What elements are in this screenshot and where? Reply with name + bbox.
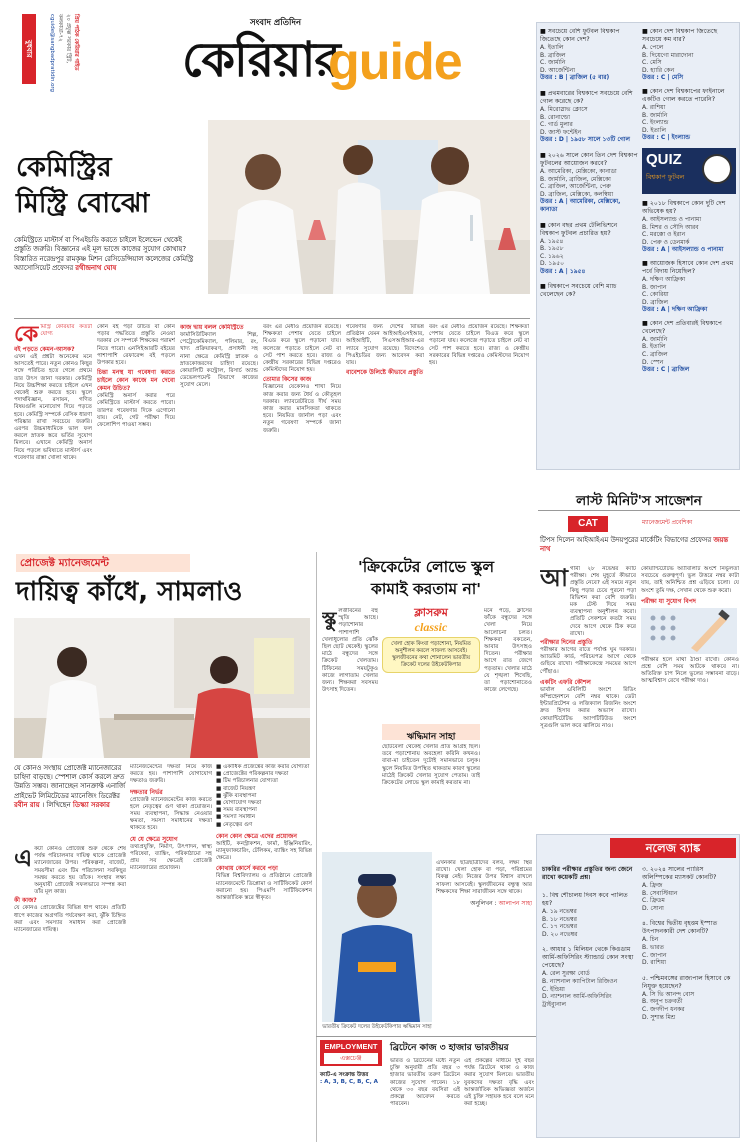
lead-col3-text: ফার্মাসিউটিক্যাল শিল্প, পেট্রোকেমিক্যাল, পলিমার, রং, খাদ্য প্রক্রিয়াকরণ, প্রসাধনী সহ নানা ক্ষেত্রে কেমিস্ট্রি স্নাতক ও স্নাতকোত্তরদের চাহিদা রয়েছে। কোয়ালিটি কন্ট্রোল, রিসার্চ অ্যান্ড ডেভেলপমেন্ট বিভাগে কাজের সুযোগ মেলে। [180, 332, 258, 389]
last-minute-col-2 [641, 566, 739, 826]
cat-tag: CAT [568, 516, 608, 532]
side-note-1: প্রিয় পাঠক কেরিয়ার গাইড [73, 14, 79, 71]
quiz-r2: ■ কোন দেশ বিশ্বকাপের ফাইনালে একটিও গোল করতে পারেনি? [642, 87, 725, 103]
classroom-credit-label: অনুলিখন : [470, 900, 497, 908]
project-col2-sub2: যে যে ক্ষেত্রে সুযোগ [130, 835, 178, 843]
classroom-author-bar [382, 724, 480, 740]
lead-headline [16, 150, 196, 222]
project-author-2: ডিস্ক্যা সরকার [72, 800, 110, 809]
knowledge-bank-intro: চাকরির পরীক্ষার প্রস্তুতির জন্য জেনে রাখো কয়েকটি প্রশ্ন। [542, 866, 633, 882]
quiz-r3: ■ ২০১৮ বিশ্বকাপে কোন দুটি দেশ অভিষেক হয়? [642, 199, 726, 215]
project-col-3 [216, 764, 312, 1136]
classroom-col1-text: লজীবনের বহু স্মৃতি আছে। পড়াশোনার পাশাপাশি খেলাধুলোর প্রতি ঝোঁক ছিল ছোট থেকেই। স্কুলের মাঠে বন্ধুদের সঙ্গে ক্রিকেট খেলতাম। টিফিনের সময়টুকুও কাজে লাগাতাম খেলার জন্য। শিক্ষকরা সবসময় উৎসাহ দিতেন। [322, 608, 378, 694]
last-minute-intro [540, 536, 736, 554]
quiz-r5-answer: উত্তর : C | ব্রাজিল [642, 366, 690, 374]
last-minute-intro-text: টিপস দিলেন আইআইএম উদয়পুরের মার্কেটিং বিভাগের প্রফেসর [540, 536, 712, 544]
masthead [0, 0, 528, 128]
employment-answers [320, 1072, 386, 1087]
lead-headline-line-1: কেমিস্ট্রির [16, 152, 112, 183]
quiz-q3-opt-a: A. আমেরিকা, মেক্সিকো, কানাডা [540, 167, 617, 175]
kb-q2-opt-c: C. ইন্ডিয়া [542, 985, 565, 993]
cricketer-caption: ভারতীয় ক্রিকেট দলের উইকেটকিপার ঋদ্ধিমান সাহা [322, 1024, 432, 1030]
project-col3-sub: কোন কোন ক্ষেত্রে এদের প্রয়োজন [216, 832, 297, 840]
brand-bengali: কেরিয়ার [182, 32, 340, 88]
side-notes [40, 14, 80, 104]
lead-headline-line-2: মিস্ট্রি বোঝো [16, 188, 150, 219]
quiz-q3-opt-b: B. জার্মানি, ব্রাজিল, মেক্সিকো [540, 175, 611, 183]
project-skill-item: ■ বাজেট নিয়ন্ত্রণ [216, 785, 256, 792]
project-skill-item: ■ নেতৃত্বের গুণ [216, 821, 253, 828]
last-minute-title: লাস্ট মিনিট'স সাজেশন [576, 493, 702, 509]
classroom-headline-1: 'ক্রিকেটের লোভে স্কুল [357, 558, 495, 576]
quiz-q5: ■ বিশ্বকাপে সবচেয়ে বেশি ম্যাচ খেলেছেন কে? [540, 283, 617, 299]
last-minute-author: জয়ন্ত নাথ [540, 536, 729, 553]
quiz-r5-opt-d: D. স্পেন [642, 358, 664, 366]
project-col3-sub2: কোথায় কোর্সে করবে পড়া [216, 865, 278, 873]
quiz-r3-opt-c: C. মরক্কো ও ইরান [642, 231, 686, 239]
kb-q1-opt-a: A. ১৯ নভেম্বর [542, 908, 577, 915]
lead-intro [14, 236, 200, 274]
lead-col-3 [180, 324, 258, 532]
lead-col1-subhead: বই পড়তে কেমন-আসক? [14, 346, 75, 353]
lead-col-5 [346, 324, 424, 532]
quiz-r3-answer: উত্তর : A | আইসল্যান্ড ও পানামা [642, 246, 724, 254]
section-divider [316, 552, 317, 1142]
employment-logo-1: EMPLOYMENT [324, 1042, 378, 1051]
exam-sheet-illustration [641, 608, 737, 654]
knowledge-bank-col-right [642, 866, 736, 1134]
quiz-q4-opt-d: D. ১৯৫০ [540, 260, 565, 268]
kb-q1-opt-b: B. ১৮ নভেম্বর [542, 915, 577, 923]
quiz-r2-answer: উত্তর : C | ইংল্যান্ড [642, 134, 691, 142]
project-author-sep: । লিখিছেন [41, 800, 71, 809]
kb-q5-opt-d: D. সুশান্ত মিশ্র [642, 1013, 676, 1021]
quiz-q1-opt-d: D. আর্জেন্টিনা [540, 66, 575, 74]
quiz-q1-opt-c: C. জার্মানি [540, 59, 566, 67]
quiz-r4-opt-d: D. ব্রাজিল [642, 298, 668, 306]
employment-col-1 [390, 1058, 460, 1138]
quiz-q4-opt-a: A. ১৯৫৪ [540, 237, 564, 245]
kb-q2-opt-b: B. ন্যাশনাল ক্যাপিটাল রিজিওন [542, 977, 618, 985]
lead-col4-subhead: তোমার কিসের কাজ [263, 376, 312, 384]
project-col-2 [130, 764, 212, 1136]
quiz-q3-opt-c: C. ব্রাজিল, আর্জেন্টিনা, পেরু [540, 183, 611, 191]
last-minute-col2-sub: পরীক্ষা যা সুযোগ বিপদ [641, 597, 696, 605]
project-col2-text: ম্যানেজমেন্টের দক্ষতা নিয়ে কাজ করতে হয়। পাশাপাশি যোগাযোগ দক্ষতাও জরুরি। [130, 764, 212, 785]
classroom-author: ঋদ্ধিমান সাহা [406, 732, 456, 742]
classroom-col-2 [382, 744, 480, 854]
lead-col2-subhead: চিন্তা মনস্থ যা গবেষণা করতে চাইলে কোন কাজে মন দেবো কেমন উচিত? [97, 369, 175, 393]
cricketer-illustration [322, 852, 432, 1022]
quiz-r3-opt-b: B. মিশর ও সৌদি আরব [642, 223, 699, 231]
quiz-badge-subtitle: বিশ্বকাপ ফুটবল [646, 172, 685, 181]
cricketer-photo [322, 852, 432, 1022]
lead-col1-sub: মিস্ট্রি কেরিয়ার কতটা যোগ্য [40, 324, 92, 337]
kb-q3-opt-a: A. ফ্রিজ [642, 882, 663, 889]
kb-q2-opt-d: D. ন্যাশনাল আর্মি-অফিসিরিং ট্রাইব্যুনাল [542, 993, 612, 1008]
project-col1b-text: যে কোনও প্রোজেক্টের বিভিন্ন ধাপ থাকে। প্রতিটি ধাপে কাজের অগ্রগতি পর্যবেক্ষণ করা, ঝুঁকি চিহ্নিত করা এবং সমস্যার সমাধান করা প্রোজেক্ট ম্যানেজারের দায়িত্ব। [14, 905, 126, 934]
kb-q2: ২. আধার ১ মিলিয়ন থেকে কিঙডাম আর্মি-অফিসিরিং স্ট্যান্ডার্ড কোন সংস্থা পেয়েছে? [542, 946, 634, 970]
quiz-r2-opt-d: D. ইতালি [642, 126, 666, 134]
cat-tag-note: ম্যানেজমেন্ট প্রবেশিকা [642, 520, 693, 526]
lead-col3-subhead: কাজ দ্বায় বলল কেমিস্ট্রিতে [180, 324, 244, 331]
quiz-q4-opt-c: C. ১৯৬২ [540, 252, 564, 260]
quiz-q4-opt-b: B. ১৯৫৮ [540, 245, 564, 253]
quiz-r2-opt-c: C. ইংল্যান্ড [642, 119, 669, 127]
last-minute-body: গামী ২৮ নভেম্বর ক্যাট পরীক্ষা। শেষ মুহূর্তে কীভাবে প্রস্তুতি নেবে? এই সময়ে নতুন কিছু পড়ার চেয়ে পুরনো পড়া রিভিশন করা বেশি জরুরি। মক টেস্ট দিয়ে সময় ব্যবস্থাপনা অনুশীলন করো। প্রতিটি সেকশনে কতটা সময় দেবে আগে থেকে ঠিক করে রাখো। [570, 566, 636, 637]
kb-q3: ৩. ২০২৪ সালের প্যারিস অলিম্পিকের ম্যাসকট কোনটি? [642, 866, 717, 881]
classroom-badge [382, 606, 480, 718]
quiz-r1-opt-a: A. পেলে [642, 44, 664, 51]
project-skill-item: ■ যোগাযোগ দক্ষতা [216, 800, 262, 807]
quiz-q2-answer: উত্তর : D | ১৯৫৮ সালে ১৩টি গোল [540, 136, 630, 144]
exam-sheet-photo [641, 608, 737, 654]
project-skill-item: ■ একাধিক প্রজেক্টের কাজ করার যোগ্যতা [216, 764, 310, 770]
kb-q5-opt-a: A. সি ভি আনন্দ বোস [642, 990, 695, 998]
quiz-q1-opt-b: B. ব্রাজিল [540, 51, 566, 59]
quiz-r5-opt-c: C. ব্রাজিল [642, 351, 668, 359]
side-note-3: কলকাতা-৭২ [57, 14, 63, 42]
kb-q3-opt-d: D. সোনা [642, 904, 664, 912]
employment-headline: ব্রিটেনে কাজ ৩ হাজার ভারতীয়র [390, 1043, 509, 1053]
project-dropcap: এ [14, 846, 33, 872]
project-intro-text: যে কোনও সংস্থায় প্রোজেক্ট ম্যানেজারের চাহিদা বাড়ছে। স্পেশাল কোর্স করলে দ্রুত উন্নতি সম্ভব। জানাচ্ছেন সানক্রাফ্ট এনার্জি প্রাইভেট লিমিটেডের ম্যানেজিং ডিরেক্টর [14, 764, 125, 800]
lead-intro-text: কেমিস্ট্রিতে মাস্টার্স বা পিএইচডি করতে চাইলে ইলেভেন থেকেই প্রস্তুতি জরুরি। বিজ্ঞানের এই মূল ভাজে কাজের সুযোগ কোথায়? বিস্তারিত নরেন্দ্রপুর রামকৃষ্ণ মিশন রেসিডেন্সিয়াল কলেজের কেমিস্ট্রি অ্যাসোসিয়েট প্রফেসর [14, 236, 194, 273]
lead-col4-lead: বরং এর মেধাও প্রয়োজন রয়েছে। শিক্ষকতা পেশায় যেতে চাইলে বিএড করে স্কুলে পড়ানো যায়। কলেজে পড়াতে চাইলে নেট বা সেট পাশ করতে হবে। রাজ্য ও কেন্দ্রীয় সরকারের বিভিন্ন দপ্তরেও কেমিস্টদের নিয়োগ হয়। [263, 324, 341, 374]
last-minute-col2b-text: পরীক্ষার হলে মাথা ঠাণ্ডা রাখো। কোনও প্রশ্নে বেশি সময় আটকে থাকবে না। অতিরিক্ত চাপ নিলে ভুলের সম্ভাবনা বাড়ে। আত্মবিশ্বাস রেখে পরীক্ষা দাও। [641, 656, 739, 685]
quiz-badge [642, 148, 736, 194]
project-col2b-text: প্রোজেক্ট ম্যানেজমেন্টের কাজ করতে হলে নেতৃত্বের গুণ থাকা প্রয়োজন। সময় ব্যবস্থাপনা, সিদ্ধান্ত নেওয়ার ক্ষমতা, সমস্যা সমাধানের দক্ষতা থাকতে হবে। [130, 796, 212, 832]
classroom-col-4 [436, 860, 532, 1010]
classroom-col-1 [322, 608, 378, 848]
project-col3c-text: বিভিন্ন বিশ্ববিদ্যালয় ও প্রতিষ্ঠানে প্রোজেক্ট ম্যানেজমেন্টে ডিপ্লোমা ও সার্টিফিকেট কোর্স করানো হয়। পিএমপি সার্টিফিকেশন আন্তর্জাতিক স্তরে স্বীকৃত। [216, 873, 312, 902]
quiz-r3-opt-a: A. আইসল্যান্ড ও পানামা [642, 215, 702, 223]
lead-col6-text: বরং এর মেধাও প্রয়োজন রয়েছে। শিক্ষকতা পেশায় যেতে চাইলে বিএড করে স্কুলে পড়ানো যায়। কলেজে পড়াতে চাইলে নেট বা সেট পাশ করতে হবে। রাজ্য ও কেন্দ্রীয় সরকারের বিভিন্ন দপ্তরেও কেমিস্টদের নিয়োগ হয়। [429, 324, 529, 367]
project-intro [14, 764, 126, 810]
employment-logo [320, 1040, 382, 1066]
quiz-q2-opt-a: A. মিরোস্লাভ ক্লোসে [540, 105, 588, 113]
project-col-1 [14, 846, 126, 1136]
employment-logo-2: এক্সচেঞ্জ [324, 1053, 378, 1064]
quiz-col-right [642, 28, 738, 468]
quiz-q1-answer: উত্তর : B | ব্রাজিল (৫ বার) [540, 74, 610, 82]
office-photo [14, 618, 310, 758]
employment-col-2 [464, 1058, 534, 1138]
project-skill-item: ■ সমস্যা সমাধান [216, 814, 256, 821]
brand-top: সংবাদ প্রতিদিন [250, 18, 302, 28]
last-minute-rule [538, 510, 740, 511]
lead-col2b-text: কেমিস্ট্রি অনার্স করার পরে কেমিস্ট্রিতে মাস্টার্স করতে পারো। তারপর গবেষণার দিকে এগোনো যায়। নেট, গেট পরীক্ষা দিয়ে ফেলোশিপ পাওয়া সম্ভব। [97, 393, 175, 429]
last-minute-body2: পরীক্ষার আগের রাতে পর্যাপ্ত ঘুম দরকার। অ্যাডমিট কার্ড, পরিচয়পত্র আগে থেকে গুছিয়ে রাখো। পরীক্ষাকেন্দ্রে সময়ের আগে পৌঁছাও। [540, 647, 636, 675]
last-minute-col2-text: কোয়ান্টিটেটিভ অ্যাবিলিটি অংশে নির্ভুলতা সবচেয়ে গুরুত্বপূর্ণ। ভুল উত্তরে নম্বর কাটা যায়, তাই অনিশ্চিত প্রশ্ন এড়িয়ে চলো। যে অংশে তুমি দক্ষ, সেখান থেকে শুরু করো। [641, 566, 739, 594]
quiz-r1-opt-d: D. হ্যারি কেন [642, 66, 675, 74]
classroom-dropcap: স্কু [322, 608, 337, 631]
classroom-credit-name: আলাপন সাহা [498, 900, 532, 908]
project-skill-list [216, 764, 312, 829]
kb-q1: ১. বিশ্ব শৌচালয় দিবস কবে পালিত হয়? [542, 892, 628, 907]
football-icon [702, 154, 732, 184]
kb-q2-opt-a: A. রেল সুরক্ষা বোর্ড [542, 970, 590, 978]
last-minute-sub2: একটিং এফরি কৌশল [540, 678, 591, 686]
lead-col-4 [263, 324, 341, 532]
lab-photo-illustration [208, 120, 530, 294]
classroom-col3-text: মনে পড়ে, ক্লাসের ফাঁকে বন্ধুদের সঙ্গে খেলা নিয়ে আলোচনা চলত। শিক্ষকরা বকতেন, আবার উৎসাহও দিতেন। পরীক্ষার আগে রাত জেগে পড়তাম। খেলার মাঠে যে শৃঙ্খলা শিখেছি, তা পড়াশোনাতেও কাজে লেগেছে। [484, 608, 532, 694]
quiz-q4-answer: উত্তর : A | ১৯৫৪ [540, 267, 586, 275]
kb-q1-opt-d: D. ২০ নভেম্বর [542, 930, 578, 938]
quiz-r3-opt-d: D. পেরু ও ডেনমার্ক [642, 238, 690, 246]
project-skill-item: ■ প্রোজেক্টের পরিকল্পনার দক্ষতা [216, 771, 289, 778]
lead-col4-text: বিজ্ঞানের যেকোনও শাখা নিয়ে কাজ করার জন্য ধৈর্য ও কৌতূহল দরকার। ল্যাবরেটরিতে দীর্ঘ সময় কাজ করার মানসিকতা থাকতে হবে। নিয়মিত জার্নাল পড়া এবং নতুন গবেষণা সম্পর্কে জানা জরুরি। [263, 384, 341, 434]
quiz-r5: ■ কোন দেশ প্রতিবারই বিশ্বকাপে খেলেছে? [642, 319, 722, 335]
classroom-headline [322, 556, 530, 600]
classroom-col2-text: ছোটবেলা থেকেই খেলার প্রতি আগ্রহ ছিল। তবে পড়াশোনায় অবহেলা করিনি কখনও। বাবা-মা চাইতেন দুটোই সমানভাবে চলুক। স্কুলে নিয়মিত উপস্থিত থাকতাম কারণ স্কুলের মাঠেই ক্রিকেট খেলার সুযোগ পেতাম। তাই ক্রিকেটের লোভে স্কুল কামাই করতাম না। [382, 744, 480, 787]
quiz-r4-opt-a: A. দক্ষিণ আফ্রিকা [642, 275, 686, 283]
classroom-badge-note: খেলা হোক কিংবা পড়াশোনা, নিয়মিত অনুশীলন করলে সাফল্য আসবেই। স্কুলজীবনের কথা শোনালেন ভারতীয় ক্রিকেট দলের উইকেটকিপার [382, 637, 480, 673]
lead-top-rule [14, 318, 530, 319]
lead-col5-text: গবেষণার জন্য দেশের বিভিন্ন প্রতিষ্ঠান যেমন আইআইএসইআর, আইআইটি, সিএসআইআর-এর ল্যাবে সুযোগ রয়েছে। বিদেশেও পিএইচডির জন্য আবেদন করা যায়। [346, 324, 424, 367]
quiz-q3-answer: উত্তর : A | আমেরিকা, মেক্সিকো, কানাডা [540, 198, 621, 213]
lead-col2-text: কোন বই পড়া উচিত বা কোন পড়ার পদ্ধতিতে প্রস্তুতি নেওয়া দরকার সে সম্পর্কে শিক্ষকের পরামর্শ নিতে পারো। এনসিইআরটি বইয়ের পাশাপাশি রেফারেন্স বই পড়লে উপকার হবে। [97, 324, 175, 367]
classroom-headline-2: কামাই করতাম না' [371, 580, 481, 598]
kb-q5-opt-c: C. জগদীপ ধনকর [642, 1005, 685, 1013]
vertical-tag: বুধবার [22, 14, 36, 84]
kb-q4-opt-d: D. রাশিয়া [642, 959, 667, 967]
lead-col-6 [429, 324, 529, 532]
side-note-2: ২০ প্রফুল্ল সরকার স্ট্রিট, [65, 14, 71, 64]
kb-q3-opt-c: C. ফ্রিডম [642, 897, 665, 905]
kb-q4-opt-c: C. জাপান [642, 951, 667, 959]
lead-col1-text: এখন এই প্রশ্নটা অনেকের মনে আসতেই পারে। নতুন কোনও কিছুর সঙ্গে পরিচিত হতে গেলে প্রথমে তার উৎস জানা দরকার। কেমিস্ট্রি নিয়ে উচ্চশিক্ষা করতে চাইলে এখন থেকেই শুরু করতে হবে। স্কুলে পদার্থবিজ্ঞান, রসায়ন, গণিত বিষয়গুলি মনোযোগ দিয়ে পড়তে হবে। কেমিস্ট্রি সম্পর্কে বেসিক ধারণা পরিষ্কার রাখা সবচেয়ে জরুরি। এরপর উচ্চমাধ্যমিকে ভাল ফল করলে স্নাতক স্তরে ভর্তির সুযোগ মিলবে। এখানে কেমিস্ট্রি অনার্স নিয়ে পড়লে ভবিষ্যতে মাস্টার্স এবং গবেষণার রাস্তা খোলা থাকে। [14, 354, 92, 461]
lead-col-1 [14, 324, 92, 532]
last-minute-dropcap: আ [540, 566, 568, 592]
quiz-r1: ■ কোন দেশ বিশ্বকাপ জিতেছে সবচেয়ে কম বার? [642, 28, 718, 43]
kb-q3-opt-b: B. সেবাস্টিয়ান [642, 889, 678, 897]
last-minute-col-1 [540, 566, 636, 826]
project-kicker: প্রোজেক্ট ম্যানেজমেন্ট [16, 554, 190, 572]
project-col1-text: কটা কোনও প্রোজেক্ট শুরু থেকে শেষ পর্যন্ত পরিচালনার দায়িত্ব থাকে প্রোজেক্ট ম্যানেজারের উপর। পরিকল্পনা, বাজেট, সময়সীমা এবং টিম পরিচালনা সবকিছুর সমন্বয় করতে হয় তাঁকে। সংস্থার লক্ষ্য অনুযায়ী প্রোজেক্ট সফলভাবে সম্পন্ন করা তাঁর মূল কাজ। [34, 846, 126, 896]
last-minute-sub1: পরীক্ষার দিনের প্রস্তুতি [540, 639, 593, 647]
project-skill-item: ■ টিম পরিচালনার যোগ্যতা [216, 778, 278, 785]
quiz-q2-opt-c: C. গার্ড মুলার [540, 121, 573, 129]
classroom-badge-bn: ক্লাসরুম [414, 606, 448, 619]
employment-col2-text: এই প্রকল্পের মাধ্যমে দুই বছর পর্যন্ত ব্রিটেনে থাকা ও কাজ করার সুযোগ মিলবে। ভারতীয় যুবকদের দক্ষতা বৃদ্ধি এবং আন্তর্জাতিক অভিজ্ঞতা অর্জনে এই চুক্তি সহায়ক হবে বলে মনে করা হচ্ছে। [464, 1058, 534, 1108]
quiz-r5-opt-b: B. ইতালি [642, 343, 666, 351]
project-skill-item: ■ ঝুঁকি ব্যবস্থাপনা [216, 792, 257, 799]
quiz-q3-opt-d: D. ব্রাজিল, মেক্সিকো, কলম্বিয়া [540, 190, 614, 198]
quiz-q1-opt-a: A. ইতালি [540, 44, 564, 51]
lead-author: রথীন্দ্রনাথ ঘোষ [75, 264, 117, 273]
quiz-r4: ■ আয়োজক হিসাবে কোন দেশ প্রথম পর্বে বিদায় নিয়েছিল? [642, 259, 734, 275]
project-col2c-text: তথ্যপ্রযুক্তি, নির্মাণ, উৎপাদন, স্বাস্থ্য পরিষেবা, ব্যাঙ্কিং, পরিকাঠামো সহ প্রায় সব ক্ষেত্রেই প্রোজেক্ট ম্যানেজারের প্রয়োজন। [130, 843, 212, 872]
employment-answers-label: ক্যাট-এ সংক্রান্ত উত্তর [320, 1072, 369, 1078]
quiz-q2-opt-b: B. রোনাল্ডো [540, 113, 571, 121]
quiz-badge-title: QUIZ [646, 150, 682, 168]
employment-col1-text: ভারত ও ব্রিটেনের মধ্যে নতুন চুক্তি অনুযায়ী প্রতি বছর ৩ হাজার ভারতীয় তরুণ ব্রিটেনে কাজের সুযোগ পাবেন। ১৮ থেকে ৩০ বছর বয়সিরা এই প্রকল্পে আবেদন করতে পারবেন। [390, 1058, 460, 1108]
knowledge-bank-title: নলেজ ব্যাঙ্ক [610, 838, 736, 858]
quiz-r1-opt-c: C. মেসি [642, 59, 662, 67]
lead-dropcap: কে [14, 324, 39, 347]
quiz-r5-opt-a: A. জার্মানি [642, 335, 668, 343]
kb-q1-opt-c: C. ১৭ নভেম্বর [542, 923, 578, 931]
quiz-r2-opt-b: B. জার্মানি [642, 111, 668, 119]
project-col2-sub1: দক্ষতার নির্ভর [130, 788, 163, 796]
quiz-r4-opt-c: C. কোরিয়া [642, 291, 669, 299]
knowledge-bank-col-left [542, 892, 636, 1132]
lab-photo [208, 120, 530, 294]
project-headline: দায়িত্ব কাঁধে, সামলাও [16, 577, 243, 607]
quiz-r1-opt-b: B. দিয়েগো মারাদোনা [642, 51, 694, 59]
employment-rule [316, 1036, 536, 1037]
classroom-col-3 [484, 608, 532, 848]
employment-answers-value: : A, 3, B, C, B, C, A [320, 1079, 379, 1086]
quiz-q3: ■ ২০২৬ সালে কোন তিন দেশ বিশ্বকাপ ফুটবলের আয়োজন করবে? [540, 151, 638, 167]
quiz-r4-opt-b: B. জাপান [642, 283, 667, 291]
kb-q4-opt-b: B. ভারত [642, 943, 664, 951]
classroom-credit [436, 900, 532, 907]
quiz-r1-answer: উত্তর : C | মেসি [642, 74, 684, 82]
quiz-col-left [540, 28, 638, 468]
quiz-q2-opt-d: D. জাস্ট ফন্টেইন [540, 128, 582, 136]
kb-q4: ৪. বিশ্বের দ্বিতীয় বৃহত্তম ইস্পাত উৎপাদনকারী দেশ কোনটি? [642, 920, 718, 936]
project-col3b-text: আইটি, কনস্ট্রাকশন, ফার্মা, ইঞ্জিনিয়ারিং, ম্যানুফ্যাকচারিং, টেলিকম, ব্যাঙ্কিং সহ বিভিন্ন ক্ষেত্রে। [216, 840, 312, 862]
office-illustration [14, 618, 310, 758]
lead-col5-subhead: বাবেশকে উলিষ্টে কীভাবে প্রস্তুতি [346, 369, 424, 377]
side-email[interactable]: cguide@sangbadpratidin.org [49, 14, 55, 92]
kb-q5: ৫. পশ্চিমবঙ্গের রাজ্যপাল হিসাবে কে নিযুক্ত হয়েছেন? [642, 974, 731, 990]
classroom-col4-text: এখনকার ছাত্রছাত্রীদের বলব, লক্ষ্য স্থির রাখো। খেলা হোক বা পড়া, পরিশ্রমের বিকল্প নেই। নিজের উপর বিশ্বাস রাখলে সাফল্য আসবেই। স্কুলজীবনের বন্ধুত্ব আর শিক্ষকদের শিক্ষা সারাজীবন সঙ্গে থাকে। [436, 860, 532, 895]
kb-q5-opt-b: B. অনুপ চক্রবর্তী [642, 998, 683, 1006]
lead-col-2 [97, 324, 175, 532]
quiz-q2: ■ প্রথমবারের বিশ্বকাপে সবচেয়ে বেশি গোল করেছে কে? [540, 89, 633, 105]
project-author: রবীন রায় [14, 800, 40, 809]
last-minute-body3: ভার্বাল এবিলিটি অংশে রিডিং কম্প্রিহেনশনে বেশি নম্বর থাকে। ডেটা ইন্টারপ্রিটেশন ও লজিক্যাল রিজনিং অংশে দ্রুত হিসাব করার অভ্যাস রাখো। কোয়ান্টিটেটিভ অ্যাপটিটিউড অংশে সূত্রগুলি ভাল করে ঝালিয়ে নাও। [540, 686, 636, 729]
quiz-r2-opt-a: A. রাশিয়া [642, 103, 666, 111]
kb-q4-opt-a: A. চিন [642, 936, 659, 944]
classroom-badge-en: classic [414, 620, 448, 634]
project-skill-item: ■ সময় ব্যবস্থাপনা [216, 807, 257, 814]
quiz-q1: ■ সবচেয়ে বেশি ফুটবল বিশ্বকাপ জিতেছে কোন দেশ? [540, 28, 620, 43]
brand-latin: guide [328, 33, 462, 91]
project-col1-sub: কী কাজ? [14, 897, 37, 905]
quiz-r4-answer: উত্তর : A | দক্ষিণ আফ্রিকা [642, 306, 708, 314]
quiz-q4: ■ কোন বছর প্রথম টেলিভিশনে বিশ্বকাপ ফুটবল প্রচারিত হয়? [540, 221, 618, 237]
